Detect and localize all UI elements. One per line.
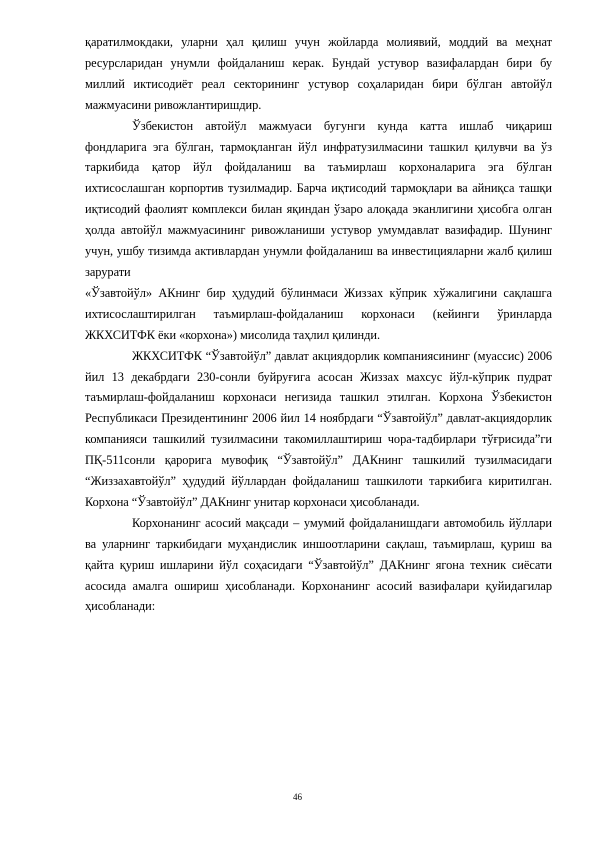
paragraph-1: қаратилмокдаки, уларни ҳал қилиш учун жойларда молиявий, моддий ва меҳнат ресурсларидан унумли фойдаланиш керак. Бундай устувор вазифалардан бири бу миллий иктисодиёт реал секторининг устувор соҳаларидан бири бўлган автойўл мажмуасини ривожлантиришдир. [85, 35, 552, 112]
page-content [85, 32, 552, 617]
paragraph-3: «Ўзавтойўл» АКнинг бир ҳудудий бўлинмаси Жиззах кўприк хўжалигини сақлашга ихтисослаштирилган таъмирлаш-фойдаланиш корхонаси (кейинги ўринларда ЖКХСИТФК ёки «корхона») мисолида таҳлил қилинди. [85, 285, 552, 342]
paragraph-5: Корхонанинг асосий мақсади – умумий фойдаланишдаги автомобиль йўллари ва уларнинг таркибидаги муҳандислик иншоотларини сақлаш, таъмирлаш, қуриш ва қайта қуриш ишларини йўл соҳасидаги “Ўзавтойўл” ДАКнинг ягона техник сиёсати асосида амалга ошириш ҳисобланади. Корхонанинг асосий вазифалари қуйидагилар ҳисобланади: [85, 515, 552, 614]
paragraph-2: Ўзбекистон автойўл мажмуаси бугунги кунда катта ишлаб чиқариш фондларига эга бўлган, тармоқланган йўл инфратузилмасини ташкил қилувчи ва ўз таркибида қатор йўл фойдаланиш ва таъмирлаш корхоналарига эга бўлган ихтисослашган корпортив тузилмадир. Барча иқтисодий тармоқлари ва айниқса ташқи иқтисодий фаолият комплекси билан яқиндан ўзаро алоқада эканлигини ҳисобга олган ҳолда автойўл мажмуасининг ривожланиши устувор умумдавлат вазифадир. Шунинг учун, ушбу тизимда активлардан унумли фойдаланиш ва инвестицияларни жалб қилиш зарурати [85, 118, 552, 279]
paragraph-4: ЖКХСИТФК “Ўзавтойўл” давлат акциядорлик компаниясининг (муассис) 2006 йил 13 декабрдаги 230-сонли буйруғига асосан Жиззах махсус йўл-кўприк пудрат таъмирлаш-фойдаланиш корхонаси негизида ташкил этилган. Корхона Ўзбекистон Республикаси Президентининг 2006 йил 14 ноябрдаги “Ўзавтойўл” давлат-акциядорлик компанияси ташкилий тузилмасини такомиллаштириш чора-тадбирлари тўғрисида”ги ПҚ-511сонли қарорига мувофиқ “Ўзавтойўл” ДАКнинг ташкилий тузилмасидаги “Жиззахавтойўл” ҳудудий йўллардан фойдаланиш ташкилоти таркибига киритилган. Корхона “Ўзавтойўл” ДАКнинг унитар корхонаси ҳисобланади. [85, 348, 552, 509]
page-number: 46 [293, 792, 302, 802]
